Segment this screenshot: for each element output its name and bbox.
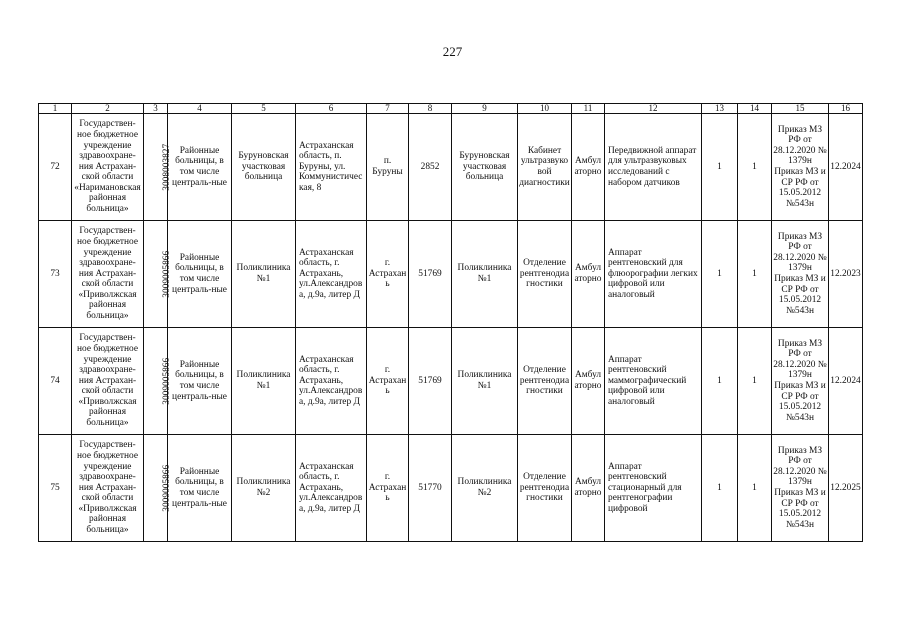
order-cell: Приказ МЗ РФ от 28.12.2020 № 1379н Приказ МЗ и СР РФ от 15.05.2012 №543н (772, 328, 829, 435)
header-cell: 16 (829, 104, 863, 114)
inn-cell (144, 114, 173, 221)
facility-type-cell: Районные больницы, в том числе централь-ные (168, 435, 232, 542)
division-cell: Поликлиника №1 (452, 221, 518, 328)
header-cell: 10 (518, 104, 572, 114)
count-cell: 1 (738, 114, 772, 221)
organization-cell: Государствен-ное бюджетное учреждение здравоохране-ния Астрахан-ской области «Приволжская районная больница» (72, 221, 144, 328)
date-cell: 12.2025 (829, 435, 863, 542)
table-row (39, 114, 863, 221)
care-type-cell: Амбулаторно (572, 221, 605, 328)
date-cell: 12.2024 (829, 114, 863, 221)
header-cell: 4 (168, 104, 232, 114)
header-row (39, 104, 863, 114)
inn-text: 3008003827 (162, 143, 173, 191)
header-cell: 13 (702, 104, 738, 114)
facility-type-cell: Районные больницы, в том числе централь-ные (168, 328, 232, 435)
date-cell: 12.2023 (829, 221, 863, 328)
header-cell: 11 (572, 104, 605, 114)
inn-cell (144, 435, 173, 542)
date-cell: 12.2024 (829, 328, 863, 435)
code-cell: 51769 (409, 221, 452, 328)
header-cell: 15 (772, 104, 829, 114)
room-cell: Отделение рентгенодиагностики (518, 221, 572, 328)
address-cell: Астраханская область, п. Буруны, ул. Коммунистическая, 8 (296, 114, 367, 221)
address-cell: Астраханская область, г. Астрахань, ул.Александрова, д.9а, литер Д (296, 435, 367, 542)
order-cell: Приказ МЗ РФ от 28.12.2020 № 1379н Приказ МЗ и СР РФ от 15.05.2012 №543н (772, 435, 829, 542)
organization-cell: Государствен-ное бюджетное учреждение здравоохране-ния Астрахан-ской области «Приволжская районная больница» (72, 328, 144, 435)
division-cell: Буруновская участковая больница (452, 114, 518, 221)
count-cell: 1 (702, 221, 738, 328)
address-cell: Астраханская область, г. Астрахань, ул.Александрова, д.9а, литер Д (296, 328, 367, 435)
header-cell: 5 (232, 104, 296, 114)
facility-type-cell: Районные больницы, в том числе централь-ные (168, 221, 232, 328)
code-cell: 51769 (409, 328, 452, 435)
row-number: 73 (39, 221, 72, 328)
unit-cell: Поликлиника №1 (232, 328, 296, 435)
table-row (39, 328, 863, 435)
inn-cell (144, 221, 173, 328)
inn-text: 3009005866 (162, 464, 173, 512)
division-cell: Поликлиника №2 (452, 435, 518, 542)
city-cell: г. Астрахань (367, 221, 409, 328)
count-cell: 1 (702, 328, 738, 435)
order-cell: Приказ МЗ РФ от 28.12.2020 № 1379н Приказ МЗ и СР РФ от 15.05.2012 №543н (772, 221, 829, 328)
equipment-cell: Передвижной аппарат для ультразвуковых исследований с набором датчиков (605, 114, 702, 221)
count-cell: 1 (702, 114, 738, 221)
care-type-cell: Амбулаторно (572, 435, 605, 542)
header-cell: 1 (39, 104, 72, 114)
address-cell: Астраханская область, г. Астрахань, ул.Александрова, д.9а, литер Д (296, 221, 367, 328)
care-type-cell: Амбулаторно (572, 328, 605, 435)
header-cell: 9 (452, 104, 518, 114)
equipment-cell: Аппарат рентгеновский стационарный для рентгенографии цифровой (605, 435, 702, 542)
row-number: 72 (39, 114, 72, 221)
count-cell: 1 (738, 435, 772, 542)
city-cell: г. Астрахань (367, 328, 409, 435)
equipment-table (38, 103, 863, 542)
division-cell: Поликлиника №1 (452, 328, 518, 435)
equipment-cell: Аппарат рентгеновский маммографический цифровой или аналоговый (605, 328, 702, 435)
table-row (39, 435, 863, 542)
header-cell: 7 (367, 104, 409, 114)
order-cell: Приказ МЗ РФ от 28.12.2020 № 1379н Приказ МЗ и СР РФ от 15.05.2012 №543н (772, 114, 829, 221)
code-cell: 2852 (409, 114, 452, 221)
table-row (39, 221, 863, 328)
facility-type-cell: Районные больницы, в том числе централь-ные (168, 114, 232, 221)
page-number: 227 (442, 44, 463, 59)
count-cell: 1 (738, 328, 772, 435)
equipment-cell: Аппарат рентгеновский для флюорографии легких цифровой или аналоговый (605, 221, 702, 328)
header-cell: 6 (296, 104, 367, 114)
unit-cell: Буруновская участковая больница (232, 114, 296, 221)
city-cell: п. Буруны (367, 114, 409, 221)
header-cell: 14 (738, 104, 772, 114)
organization-cell: Государствен-ное бюджетное учреждение здравоохране-ния Астрахан-ской области «Приволжская районная больница» (72, 435, 144, 542)
room-cell: Кабинет ультразвуковой диагностики (518, 114, 572, 221)
inn-cell (144, 328, 173, 435)
room-cell: Отделение рентгенодиагностики (518, 328, 572, 435)
count-cell: 1 (702, 435, 738, 542)
row-number: 74 (39, 328, 72, 435)
unit-cell: Поликлиника №1 (232, 221, 296, 328)
inn-text: 3009005866 (162, 357, 173, 405)
header-cell: 12 (605, 104, 702, 114)
care-type-cell: Амбулаторно (572, 114, 605, 221)
header-cell: 8 (409, 104, 452, 114)
unit-cell: Поликлиника №2 (232, 435, 296, 542)
city-cell: г. Астрахань (367, 435, 409, 542)
row-number: 75 (39, 435, 72, 542)
header-cell: 3 (144, 104, 168, 114)
header-cell: 2 (72, 104, 144, 114)
room-cell: Отделение рентгенодиагностики (518, 435, 572, 542)
inn-text: 3009005866 (162, 250, 173, 298)
organization-cell: Государствен-ное бюджетное учреждение здравоохране-ния Астрахан-ской области «Наримановская районная больница» (72, 114, 144, 221)
count-cell: 1 (738, 221, 772, 328)
code-cell: 51770 (409, 435, 452, 542)
